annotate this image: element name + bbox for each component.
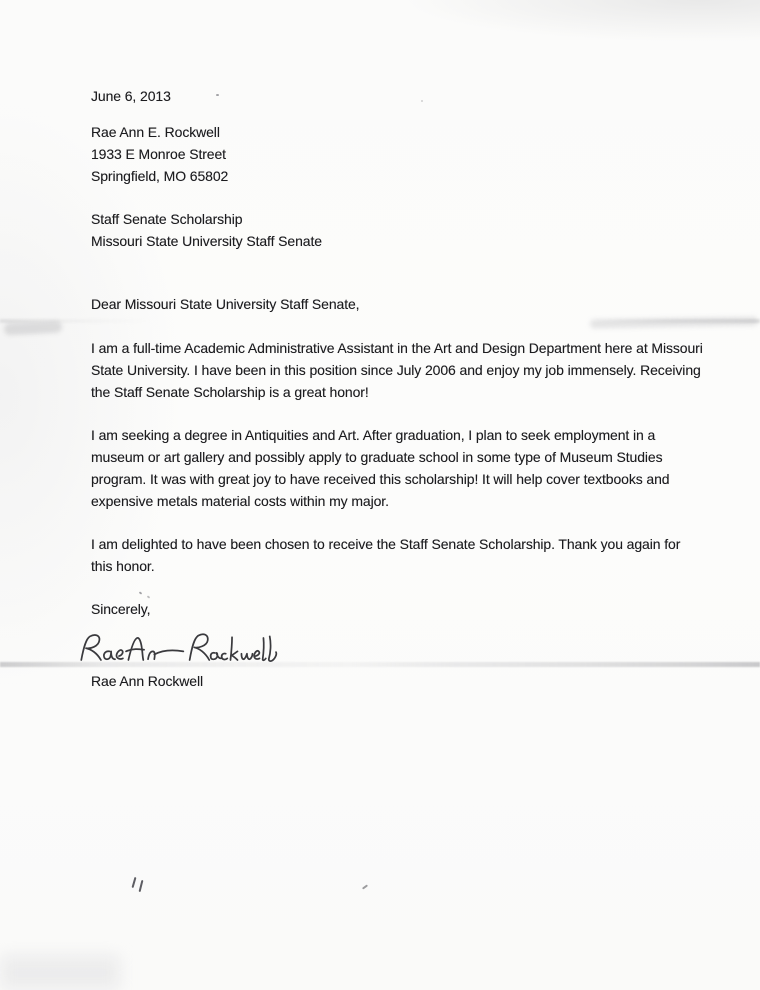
paragraph-3: I am delighted to have been chosen to receive the Staff Senate Scholarship. Thank you again for this honor. [91, 536, 681, 574]
recipient-line1: Staff Senate Scholarship [91, 211, 243, 227]
pen-mark-artifact [362, 884, 368, 889]
pen-mark-artifact [132, 877, 137, 888]
typed-signature-name: Rae Ann Rockwell [91, 673, 204, 689]
handwritten-signature [75, 626, 705, 672]
letter-body [91, 85, 705, 692]
closing: Sincerely, [91, 601, 151, 617]
signature-ink-icon [75, 626, 287, 672]
recipient-address-block [91, 208, 705, 252]
recipient-line2: Missouri State University Staff Senate [91, 233, 322, 249]
sender-street: 1933 E Monroe Street [91, 146, 226, 162]
scan-shadow-artifact [0, 955, 120, 990]
sender-name: Rae Ann E. Rockwell [91, 124, 220, 140]
sender-city-state-zip: Springfield, MO 65802 [91, 168, 229, 184]
paragraph-1: I am a full-time Academic Administrative Assistant in the Art and Design Department here at Missouri State University. I have been in this position since July 2006 and enjoy my job immensely. Receiving the Staff Senate Scholarship is a great honor! [91, 340, 703, 400]
sender-address-block [91, 121, 705, 187]
letter-date: June 6, 2013 [91, 88, 171, 104]
paragraph-2: I am seeking a degree in Antiquities and Art. After graduation, I plan to seek employment in a museum or art gallery and possibly apply to graduate school in some type of Museum Studies program. It was with great joy to have received this scholarship! It will help cover textbooks and expensive metals material costs within my major. [91, 427, 670, 509]
scan-smudge-artifact [4, 320, 63, 335]
salutation: Dear Missouri State University Staff Senate, [91, 296, 360, 312]
pen-mark-artifact [139, 880, 144, 892]
